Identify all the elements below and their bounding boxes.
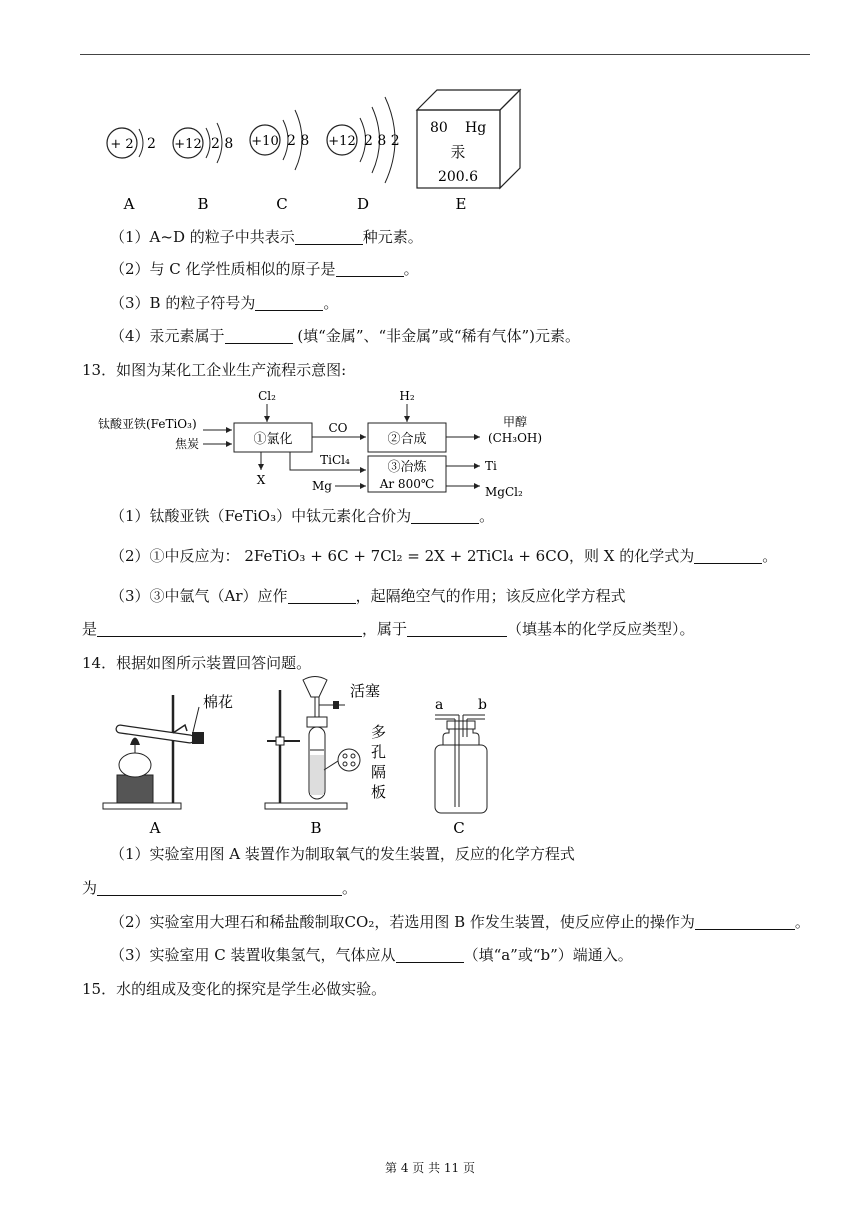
atom-a-shells: 2	[147, 136, 156, 152]
apparatus-c	[435, 697, 487, 837]
atom-a-nucleus: + 2	[110, 137, 134, 152]
plate-label-2: 孔	[371, 743, 387, 761]
element-name: 汞	[450, 143, 466, 161]
atom-c-nucleus: +10	[251, 134, 279, 149]
q13-3: （3）③中氩气（Ar）应作 ，起隔绝空气的作用；该反应化学方程式	[110, 587, 626, 605]
process-flow-diagram	[95, 386, 543, 500]
x-label: X	[256, 473, 266, 487]
input-coke: 焦炭	[175, 437, 200, 451]
answer-blank[interactable]	[225, 327, 293, 344]
plate-label-1: 多	[371, 723, 387, 741]
box-synthesis: ②合成	[387, 432, 427, 447]
apparatus-a-caption: A	[149, 819, 161, 837]
atom-b-label: B	[197, 195, 209, 213]
answer-blank[interactable]	[288, 587, 356, 604]
atom-d	[327, 97, 400, 213]
apparatus-c-caption: C	[453, 819, 465, 837]
port-a-label: a	[435, 697, 444, 713]
cl2-label: Cl₂	[258, 389, 276, 403]
apparatus-b	[265, 677, 386, 838]
atom-structure-figure	[95, 85, 535, 215]
plate-label-4: 板	[371, 783, 387, 801]
answer-blank[interactable]	[97, 879, 342, 896]
ticl4-label: TiCl₄	[320, 453, 350, 467]
q12-1: （1）A~D 的粒子中共表示 种元素。	[110, 228, 423, 246]
element-card-e	[417, 90, 520, 213]
header-rule	[80, 54, 810, 55]
atom-a-label: A	[123, 195, 135, 213]
atom-b	[173, 123, 233, 213]
atom-a	[107, 128, 156, 213]
atom-c-label: C	[276, 195, 288, 213]
mg-label: Mg	[312, 479, 332, 493]
box-chlorination: ①氯化	[253, 432, 293, 447]
reaction-equation: 2FeTiO₃ + 6C + 7Cl₂ = 2X + 2TiCl₄ + 6CO	[244, 547, 569, 565]
atom-b-shells: 2 8	[211, 136, 234, 152]
element-number: 80	[430, 120, 448, 136]
answer-blank[interactable]	[407, 620, 507, 637]
q15-title: 15．水的组成及变化的探究是学生必做实验。	[82, 980, 387, 998]
atom-b-nucleus: +12	[174, 137, 202, 152]
answer-blank[interactable]	[295, 228, 363, 245]
atom-d-nucleus: +12	[328, 134, 356, 149]
page-footer: 第 4 页 共 11 页	[385, 1161, 475, 1175]
atom-d-shells: 2 8 2	[364, 133, 400, 149]
q13-1: （1）钛酸亚铁（FeTiO₃）中钛元素化合价为 。	[110, 507, 495, 525]
methanol-formula: (CH₃OH)	[487, 431, 543, 445]
co-label: CO	[328, 421, 348, 435]
q12-4: （4）汞元素属于 (填“金属”、“非金属”或“稀有气体”)元素。	[110, 327, 581, 345]
apparatus-a	[103, 693, 233, 837]
q13-3b: 是 ，属于 （填基本的化学反应类型）。	[82, 620, 695, 638]
q14-3: （3）实验室用 C 装置收集氢气，气体应从 （填“a”或“b”）端通入。	[110, 946, 633, 964]
answer-blank[interactable]	[396, 946, 464, 963]
answer-blank[interactable]	[97, 620, 362, 637]
answer-blank[interactable]	[695, 913, 795, 930]
atom-c	[250, 110, 309, 213]
valve-label: 活塞	[350, 682, 381, 700]
box-smelting-condition: Ar 800℃	[379, 477, 435, 491]
input-fetio3: 钛酸亚铁(FeTiO₃)	[98, 417, 197, 431]
q13-title: 13．如图为某化工企业生产流程示意图:	[82, 361, 347, 379]
methanol-label: 甲醇	[502, 415, 528, 429]
lab-apparatus-figure	[95, 675, 515, 840]
mgcl2-label: MgCl₂	[485, 485, 523, 499]
q12-2: （2）与 C 化学性质相似的原子是 。	[110, 260, 419, 278]
q14-title: 14．根据如图所示装置回答问题。	[82, 654, 312, 672]
q13-2: （2）①中反应为： 2FeTiO₃ + 6C + 7Cl₂ = 2X + 2TiCl₄ + 6CO，则 X 的化学式为 。	[110, 547, 778, 565]
element-mass: 200.6	[437, 169, 479, 185]
answer-blank[interactable]	[411, 507, 479, 524]
h2-label: H₂	[399, 389, 415, 403]
q12-3: （3）B 的粒子符号为 。	[110, 294, 339, 312]
cotton-label: 棉花	[203, 693, 234, 711]
apparatus-b-caption: B	[310, 819, 322, 837]
answer-blank[interactable]	[255, 294, 323, 311]
q14-1b: 为 。	[82, 879, 358, 897]
q14-2: （2）实验室用大理石和稀盐酸制取CO₂，若选用图 B 作发生装置，使反应停止的操作为 。	[110, 913, 810, 931]
plate-label-3: 隔	[371, 763, 387, 781]
answer-blank[interactable]	[694, 547, 762, 564]
atom-d-label: D	[356, 195, 370, 213]
answer-blank[interactable]	[336, 260, 404, 277]
box-smelting: ③冶炼	[387, 460, 427, 475]
element-symbol: Hg	[465, 120, 487, 136]
port-b-label: b	[478, 697, 487, 713]
atom-c-shells: 2 8	[287, 133, 310, 149]
ti-label: Ti	[485, 459, 497, 473]
q14-1: （1）实验室用图 A 装置作为制取氧气的发生装置，反应的化学方程式	[110, 845, 575, 863]
atom-e-label: E	[455, 195, 467, 213]
